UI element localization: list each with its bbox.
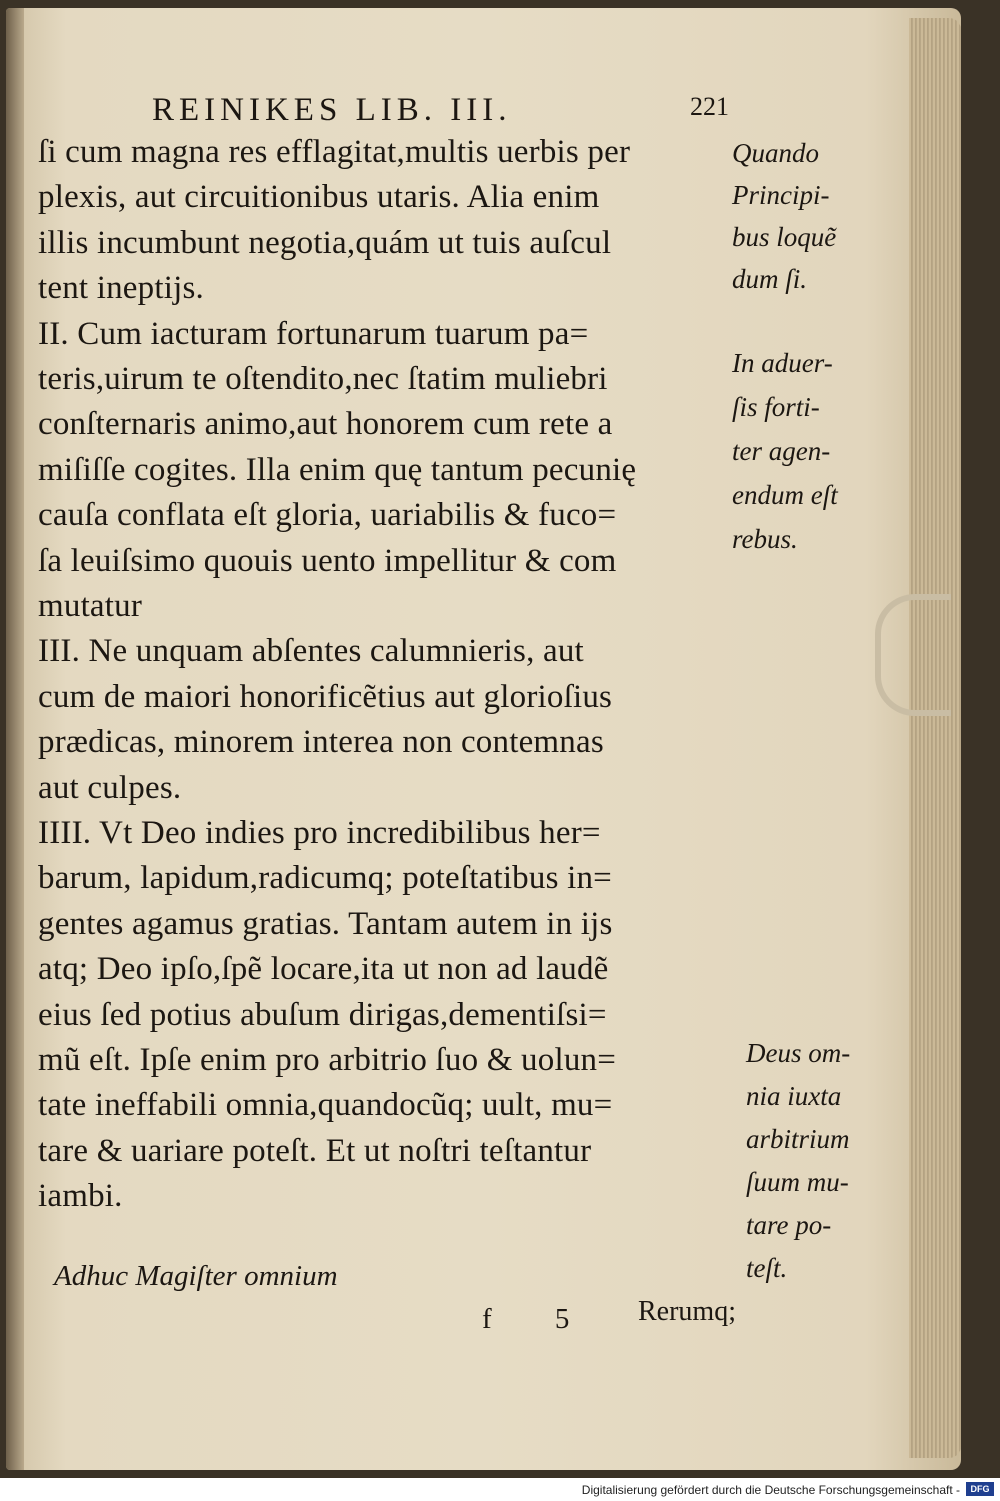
marginal-note-line: tare po- bbox=[746, 1210, 832, 1240]
book-page bbox=[6, 8, 961, 1470]
signature-mark: f 5 bbox=[482, 1303, 598, 1335]
marginal-note-line: rebus. bbox=[732, 524, 798, 554]
text-line: tate ineffabili omnia,quandocũq; uult, mu= bbox=[38, 1087, 613, 1124]
marginal-note-line: Principi- bbox=[732, 180, 830, 210]
text-line: cauſa conflata eſt gloria, uariabilis & fuco= bbox=[38, 497, 617, 534]
marginal-note-line: bus loquẽ bbox=[732, 222, 837, 252]
text-line: prædicas, minorem interea non contemnas bbox=[38, 724, 604, 761]
marginal-note-line: nia iuxta bbox=[746, 1081, 842, 1111]
marginal-note-line: endum eſt bbox=[732, 480, 838, 510]
catchword-left: Adhuc Magiſter omnium bbox=[54, 1260, 338, 1292]
dfg-logo: DFG bbox=[966, 1482, 994, 1496]
running-head: REINIKES LIB. III. bbox=[152, 92, 512, 128]
text-line: mutatur bbox=[38, 588, 143, 624]
marginal-note-line: Deus om- bbox=[746, 1038, 851, 1068]
text-line: III. Ne unquam abſentes calumnieris, aut bbox=[38, 633, 584, 670]
text-line: conſternaris animo,aut honorem cum rete a bbox=[38, 406, 613, 443]
marginal-note-line: ter agen- bbox=[732, 436, 831, 466]
page-gutter bbox=[6, 8, 24, 1470]
text-line: gentes agamus gratias. Tantam autem in ijs bbox=[38, 905, 613, 942]
text-line: mũ eſt. Ipſe enim pro arbitrio ſuo & uolun= bbox=[38, 1042, 617, 1078]
text-line: plexis, aut circuitionibus utaris. Alia enim bbox=[38, 179, 600, 216]
text-line: tent ineptijs. bbox=[38, 270, 204, 307]
marginal-note-line: arbitrium bbox=[746, 1124, 850, 1154]
marginal-note-line: ſis forti- bbox=[732, 392, 820, 422]
text-line: teris,uirum te oſtendito,nec ſtatim muliebri bbox=[38, 361, 608, 397]
text-line: illis incumbunt negotia,quám ut tuis auſcul bbox=[38, 224, 612, 261]
text-line: cum de maiori honorificẽtius aut glorioſius bbox=[38, 678, 613, 715]
text-line: ſa leuiſsimo quouis uento impellitur & com bbox=[38, 542, 617, 579]
page-number: 221 bbox=[690, 92, 729, 121]
marginal-note-line: teſt. bbox=[746, 1253, 788, 1283]
text-line: miſiſſe cogites. Illa enim quę tantum pecunię bbox=[38, 451, 637, 488]
page-edges bbox=[909, 18, 961, 1458]
text-line: ſi cum magna res efflagitat,multis uerbis per bbox=[38, 134, 631, 170]
text-line: atq; Deo ipſo,ſpẽ locare,ita ut non ad laudẽ bbox=[38, 951, 609, 988]
marginal-note-line: dum ſi. bbox=[732, 264, 808, 294]
text-line: barum, lapidum,radicumq; poteſtatibus in= bbox=[38, 860, 612, 897]
text-line: aut culpes. bbox=[38, 769, 182, 806]
marginal-note-line: ſuum mu- bbox=[746, 1167, 849, 1197]
catchword-right: Rerumq; bbox=[638, 1296, 736, 1327]
marginal-note-line: Quando bbox=[732, 138, 819, 168]
page-clip bbox=[875, 594, 951, 716]
text-line: IIII. Vt Deo indies pro incredibilibus her= bbox=[38, 815, 601, 851]
text-line: II. Cum iacturam fortunarum tuarum pa= bbox=[38, 315, 589, 352]
text-line: eius ſed potius abuſum dirigas,dementiſsi= bbox=[38, 996, 607, 1033]
text-line: tare & uariare poteſt. Et ut noſtri teſtantur bbox=[38, 1132, 592, 1169]
funding-credit: Digitalisierung gefördert durch die Deutsche Forschungsgemeinschaft - bbox=[581, 1483, 960, 1497]
marginal-note-line: In aduer- bbox=[732, 348, 833, 378]
text-line: iambi. bbox=[38, 1178, 123, 1215]
